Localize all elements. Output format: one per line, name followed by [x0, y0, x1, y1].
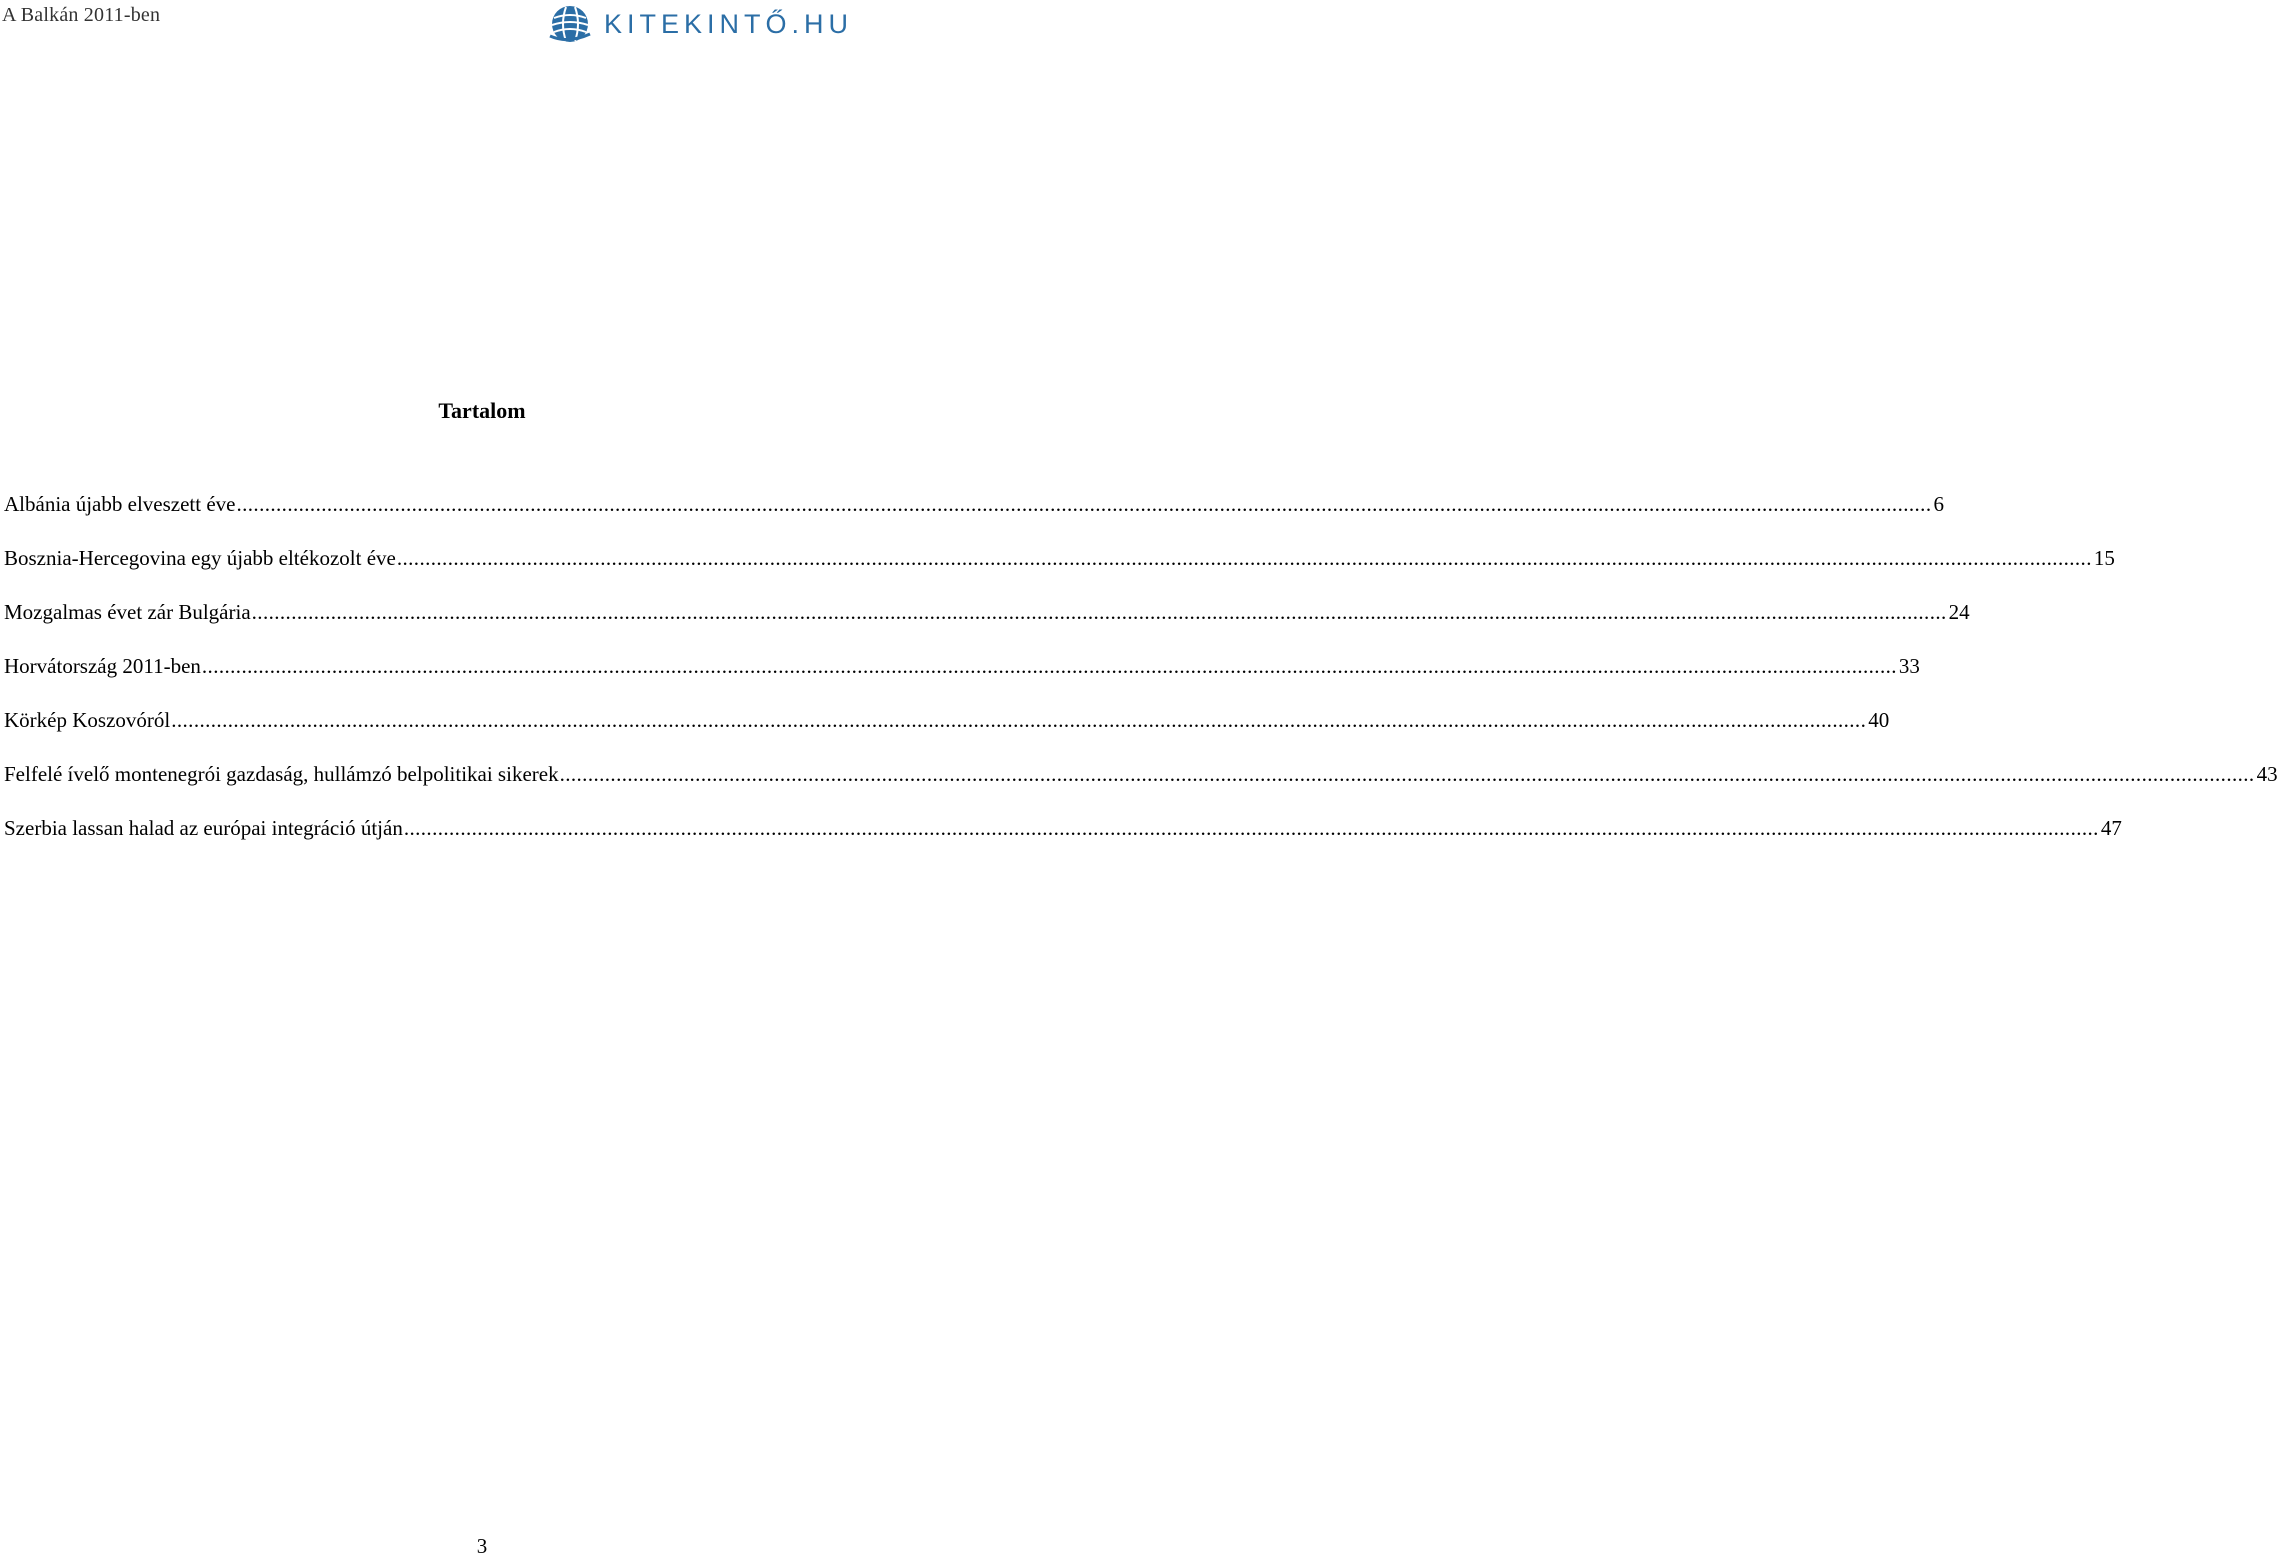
toc-entry-title: Körkép Koszovóról [4, 708, 171, 732]
toc-entry[interactable] [4, 600, 1970, 654]
toc-entry-title: Mozgalmas évet zár Bulgária [4, 600, 251, 624]
toc-leader-dots: ............................................................................................................................................................................................................................................................................................................ [171, 708, 1867, 732]
toc-entry-page: 6 [1933, 492, 1944, 516]
toc-entry-page: 40 [1868, 708, 1890, 732]
table-of-contents [4, 492, 2278, 870]
toc-leader-dots: ............................................................................................................................................................................................................................................................................................................ [559, 762, 2255, 786]
toc-entry-title: Szerbia lassan halad az európai integráció útján [4, 816, 403, 840]
toc-leader-dots: ............................................................................................................................................................................................................................................................................................................ [236, 492, 1932, 516]
toc-leader-dots: ............................................................................................................................................................................................................................................................................................................ [396, 546, 2092, 570]
toc-entry-page: 43 [2256, 762, 2278, 786]
toc-entry-title: Bosznia-Hercegovina egy újabb eltékozolt éve [4, 546, 396, 570]
toc-entry[interactable] [4, 708, 1890, 762]
toc-entry-page: 15 [2093, 546, 2115, 570]
toc-entry[interactable] [4, 762, 2278, 816]
toc-entry-page: 47 [2100, 816, 2122, 840]
toc-leader-dots: ............................................................................................................................................................................................................................................................................................................ [251, 600, 1947, 624]
toc-entry[interactable] [4, 654, 1920, 708]
running-header-title: A Balkán 2011-ben [2, 4, 161, 26]
kitekinto-logo [548, 4, 853, 44]
toc-entry[interactable] [4, 546, 2115, 600]
toc-entry-page: 33 [1898, 654, 1920, 678]
toc-entry-title: Felfelé ívelő montenegrói gazdaság, hullámzó belpolitikai sikerek [4, 762, 559, 786]
toc-entry[interactable] [4, 492, 1944, 546]
toc-title: Tartalom [438, 398, 526, 423]
page-number: 3 [476, 1534, 488, 1558]
globe-icon [548, 4, 592, 44]
toc-leader-dots: ............................................................................................................................................................................................................................................................................................................ [403, 816, 2099, 840]
toc-entry-title: Horvátország 2011-ben [4, 654, 201, 678]
toc-entry[interactable] [4, 816, 2122, 870]
toc-leader-dots: ............................................................................................................................................................................................................................................................................................................ [201, 654, 1897, 678]
logo-wordmark: KITEKINTŐ.HU [604, 8, 854, 39]
toc-entry-title: Albánia újabb elveszett éve [4, 492, 236, 516]
toc-entry-page: 24 [1948, 600, 1970, 624]
